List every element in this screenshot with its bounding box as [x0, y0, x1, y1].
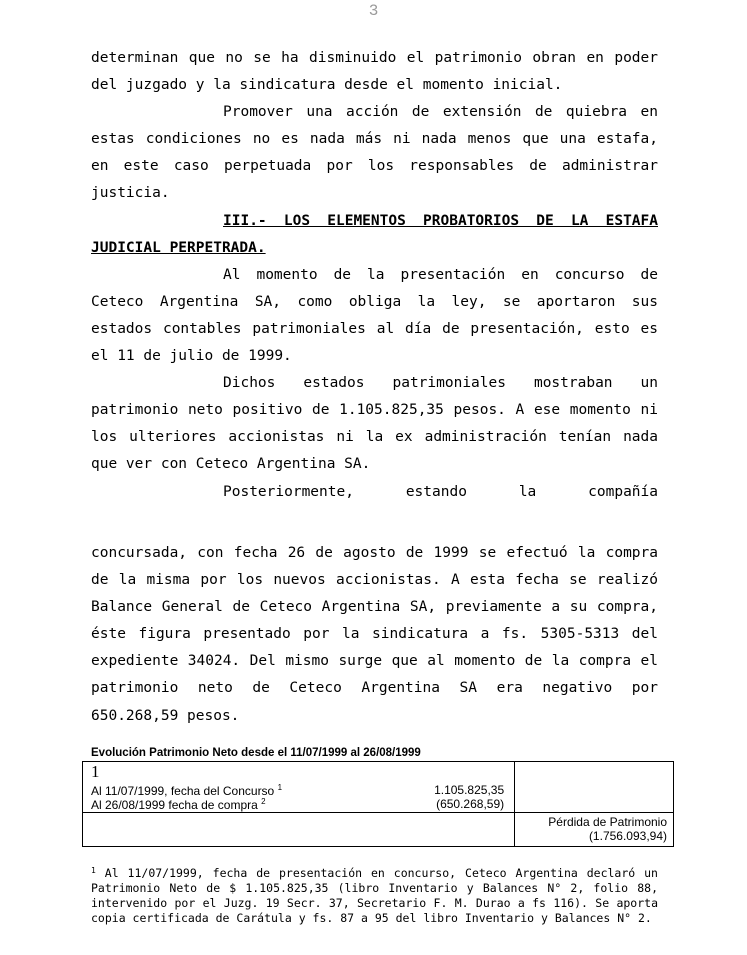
table-marker: 1 — [91, 762, 100, 781]
patrimonio-table — [82, 761, 674, 847]
paragraph-posteriormente: Posteriormente, estando la compañía — [223, 483, 658, 500]
loss-label: Pérdida de Patrimonio — [548, 815, 667, 829]
page-number: 3 — [368, 2, 379, 20]
paragraph-estados-patrimoniales: Dichos estados patrimoniales mostraban un patrimonio neto positivo de 1.105.825,35 pesos. A ese momento ni los ulteriores accionistas ni la ex administración tenían nada que ver con Ceteco Argentina SA. — [91, 375, 658, 473]
table-cell-values — [83, 762, 515, 813]
footnote-ref: 1 — [277, 783, 283, 792]
row-compra-label: Al 26/08/1999 fecha de compra $^2$ — [91, 797, 266, 812]
row-concurso-label: Al 11/07/1999, fecha del Concurso $^1$ — [91, 783, 283, 798]
row-compra-value: (650.268,59) — [436, 797, 505, 811]
paragraph-compra: concursada, con fecha 26 de agosto de 1999 se efectuó la compra de la misma por los nuevos accionistas. A esta fecha se realizó Balance General de Ceteco Argentina SA, previamente a su compra, éste figura presentado por la sindicatura a fs. 5305-5313 del expediente 34024. Del mismo surge que al momento de la compra el patrimonio neto de Ceteco Argentina SA era negativo por 650.268,59 pesos. — [91, 545, 658, 724]
row-concurso-value: 1.105.825,35 — [434, 783, 505, 797]
section-heading: III.- LOS ELEMENTOS PROBATORIOS DE LA ESTAFA JUDICIAL PERPETRADA. — [91, 212, 658, 256]
loss-value: (1.756.093,94) — [588, 829, 667, 843]
table-cell-loss — [515, 813, 674, 847]
document-body-continued — [91, 540, 658, 730]
table-row — [83, 813, 674, 847]
table-row — [83, 762, 674, 813]
table-cell-empty — [515, 762, 674, 813]
footnote-ref: 2 — [261, 797, 266, 806]
footnote-marker: 1 — [91, 866, 96, 875]
paragraph-continuation: determinan que no se ha disminuido el patrimonio obran en poder del juzgado y la sindicatura desde el momento inicial. — [91, 50, 658, 94]
footnote — [91, 863, 658, 926]
document-body — [91, 45, 658, 506]
table-caption: Evolución Patrimonio Neto desde el 11/07/1999 al 26/08/1999 — [91, 747, 421, 759]
table-cell-empty — [83, 813, 515, 847]
paragraph-presentacion-concurso: Al momento de la presentación en concurso de Ceteco Argentina SA, como obliga la ley, se aportaron sus estados contables patrimoniales al día de presentación, esto es el 11 de julio de 1999. — [91, 266, 658, 365]
footnote-text: Al 11/07/1999, fecha de presentación en concurso, Ceteco Argentina declaró un Patrimonio Neto de $ 1.105.825,35 (libro Inventario y Balances N° 2, folio 88, intervenido por el Juzg. 19 Secr. 37, Secretario F. M. Durao a fs 116). Se aporta copia certificada de Carátula y fs. 87 a 95 del libro Inventario y Balances N° 2. — [91, 866, 658, 925]
paragraph-extension-quiebra: Promover una acción de extensión de quiebra en estas condiciones no es nada más ni nada menos que una estafa, en este caso perpetuada por los responsables de administrar justicia. — [91, 104, 658, 202]
